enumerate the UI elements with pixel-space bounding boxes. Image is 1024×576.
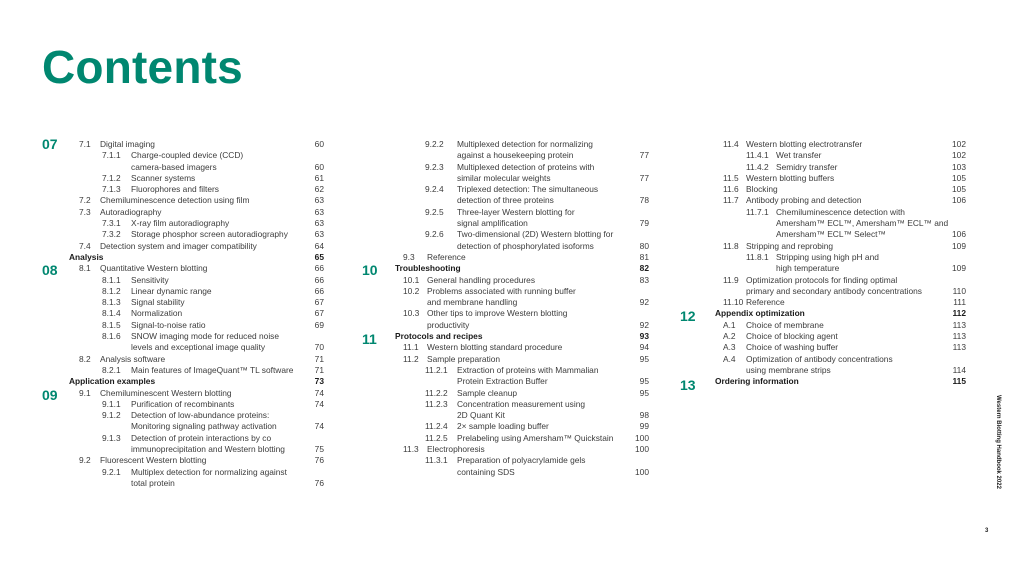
toc-entry-title: Detection of low-abundance proteins:: [131, 410, 270, 421]
toc-entry-title: total protein: [131, 477, 175, 488]
toc-entry-page: 64: [314, 240, 324, 251]
toc-entry-number: 7.1.2: [102, 172, 121, 183]
toc-entry-page: 93: [639, 331, 649, 342]
page-number: 3: [985, 528, 989, 534]
toc-entry-title: Chemiluminescent Western blotting: [100, 387, 232, 398]
handbook-title: Western Blotting Handbook 2022: [995, 395, 1001, 489]
toc-entry-number: 7.4: [79, 240, 91, 251]
toc-entry-title: Extraction of proteins with Mammalian: [457, 364, 599, 375]
toc-entry-page: 113: [952, 331, 966, 342]
toc-entry-title: Reference: [427, 251, 466, 262]
toc-entry[interactable]: [0, 399, 660, 410]
toc-entry[interactable]: [0, 263, 975, 274]
toc-entry-number: 9.3: [403, 251, 415, 262]
chapter-number: 09: [42, 387, 58, 403]
toc-entry-page: 109: [952, 263, 966, 274]
chapter-number: 10: [362, 262, 378, 278]
toc-entry-number: 7.3.2: [102, 229, 121, 240]
toc-entry-number: 11.4.2: [746, 161, 769, 172]
toc-entry-number: 11.10: [723, 297, 744, 308]
toc-entry-title: Semidry transfer: [776, 161, 838, 172]
toc-entry-page: 74: [314, 421, 324, 432]
toc-entry-page: 110: [952, 285, 966, 296]
toc-entry-title: Electrophoresis: [427, 444, 485, 455]
toc-entry-page: 95: [639, 387, 649, 398]
toc-entry-page: 67: [314, 297, 324, 308]
toc-entry-title: Reference: [746, 297, 785, 308]
chapter-number: 07: [42, 136, 58, 152]
toc-entry-number: 11.4: [723, 139, 739, 149]
toc-entry-number: 8.1.5: [102, 319, 121, 330]
toc-entry-number: 7.1.3: [102, 184, 121, 195]
toc-entry[interactable]: [0, 467, 660, 478]
toc-entry-title: Wet transfer: [776, 150, 822, 161]
toc-entry-number: 11.3: [403, 444, 419, 455]
toc-entry-number: 10.2: [403, 285, 420, 296]
toc-entry[interactable]: [0, 342, 975, 353]
toc-entry-number: 7.1.1: [102, 150, 121, 161]
toc-entry-page: 103: [952, 161, 966, 172]
toc-entry-page: 105: [952, 172, 966, 183]
toc-entry-page: 105: [952, 184, 966, 195]
toc-entry-page: 71: [314, 364, 324, 375]
toc-entry-page: 61: [314, 172, 324, 183]
toc-entry-page: 70: [314, 342, 324, 353]
toc-entry[interactable]: [0, 195, 975, 206]
toc-entry-title: against a housekeeping protein: [457, 150, 574, 161]
toc-entry-page: 79: [639, 218, 649, 229]
toc-entry-title: Scanner systems: [131, 172, 196, 183]
toc-entry[interactable]: [0, 229, 975, 240]
toc-entry-title: Choice of blocking agent: [746, 331, 838, 342]
toc-entry[interactable]: [0, 241, 975, 252]
toc-entry-page: 81: [639, 251, 649, 262]
toc-entry-number: 9.1.3: [102, 432, 121, 443]
toc-entry-number: 9.1.1: [102, 398, 121, 409]
toc-entry-title: Choice of membrane: [746, 319, 824, 330]
toc-entry-page: 98: [639, 410, 649, 421]
toc-entry-number: 11.7: [723, 195, 739, 206]
toc-entry-number: 8.1.2: [102, 285, 121, 296]
toc-entry-title: Stripping using high pH and: [776, 251, 879, 262]
toc-entry-number: 11.1: [403, 342, 419, 353]
toc-entry-title: Optimization protocols for finding optimal: [746, 274, 898, 285]
toc-entry-title: Amersham™ ECL™ Select™: [776, 229, 886, 240]
toc-entry-page: 109: [952, 240, 966, 251]
toc-entry-number: 9.2.4: [425, 184, 444, 195]
toc-entry-title: Two-dimensional (2D) Western blotting for: [457, 229, 614, 240]
toc-entry-page: 99: [639, 421, 649, 432]
toc-entry-title: containing SDS: [457, 466, 515, 477]
toc-entry-page: 115: [952, 376, 966, 387]
toc-entry-number: 11.7.1: [746, 206, 769, 217]
toc-entry-number: 7.1: [79, 139, 91, 149]
toc-entry-page: 62: [314, 184, 324, 195]
toc-entry-title: Western blotting standard procedure: [427, 342, 563, 353]
toc-entry-title: SNOW imaging mode for reduced noise: [131, 331, 280, 342]
toc-entry[interactable]: [0, 162, 975, 173]
toc-entry-page: 74: [314, 398, 324, 409]
toc-section-heading[interactable]: [0, 308, 975, 319]
toc-entry-page: 74: [314, 387, 324, 398]
toc-entry-title: camera-based imagers: [131, 161, 217, 172]
toc-entry-title: Other tips to improve Western blotting: [427, 308, 568, 319]
toc-entry-title: Ordering information: [715, 376, 799, 387]
toc-entry-number: 10.3: [403, 308, 420, 319]
toc-entry-number: 8.1.3: [102, 297, 121, 308]
toc-entry-title: productivity: [427, 319, 470, 330]
toc-entry-title: Prelabeling using Amersham™ Quickstain: [457, 432, 614, 443]
toc-entry[interactable]: [0, 365, 975, 376]
toc-entry-number: 11.8.1: [746, 251, 769, 262]
toc-entry[interactable]: [0, 173, 975, 184]
toc-entry-number: 8.1.6: [102, 331, 121, 342]
toc-entry-number: 11.2.3: [425, 398, 448, 409]
toc-entry-title: Application examples: [69, 376, 156, 387]
toc-entry[interactable]: [0, 410, 660, 421]
toc-entry-page: 106: [952, 195, 966, 206]
toc-entry[interactable]: [0, 286, 975, 297]
toc-entry[interactable]: [0, 218, 975, 229]
toc-entry[interactable]: [0, 320, 975, 331]
toc-entry-number: 8.2: [79, 353, 91, 364]
toc-entry-number: 11.6: [723, 184, 739, 195]
toc-entry-title: Antibody probing and detection: [746, 195, 862, 206]
toc-entry-page: 76: [314, 455, 324, 466]
toc-entry-title: detection of three proteins: [457, 195, 554, 206]
toc-entry-title: and membrane handling: [427, 297, 518, 308]
toc-column-3: [0, 139, 975, 388]
toc-entry-title: Main features of ImageQuant™ TL software: [131, 364, 294, 375]
toc-entry-title: Linear dynamic range: [131, 285, 212, 296]
page-title: Contents: [42, 41, 243, 93]
toc-entry-number: 9.2.1: [102, 466, 121, 477]
toc-entry-page: 100: [635, 432, 649, 443]
toc-entry-title: 2D Quant Kit: [457, 410, 505, 421]
toc-entry-title: immunoprecipitation and Western blotting: [131, 444, 285, 455]
toc-entry-page: 71: [314, 353, 324, 364]
toc-entry-number: 11.8: [723, 240, 739, 251]
toc-entry-title: Signal stability: [131, 297, 185, 308]
toc-entry-title: Amersham™ ECL™, Amersham™ ECL™ and: [776, 218, 949, 229]
toc-entry-page: 114: [952, 364, 966, 375]
toc-entry-page: 100: [635, 444, 649, 455]
toc-entry[interactable]: [0, 297, 975, 308]
toc-entry-title: Quantitative Western blotting: [100, 263, 208, 274]
toc-entry[interactable]: [0, 388, 660, 399]
toc-entry-number: 11.2: [403, 353, 419, 364]
toc-entry-title: Fluorescent Western blotting: [100, 455, 207, 466]
toc-entry-title: Western blotting electrotransfer: [746, 139, 863, 149]
toc-entry-title: Blocking: [746, 184, 778, 195]
toc-entry-page: 80: [639, 240, 649, 251]
toc-entry-title: Sample preparation: [427, 353, 501, 364]
toc-entry-title: Optimization of antibody concentrations: [746, 353, 893, 364]
toc-entry[interactable]: [0, 184, 975, 195]
toc-entry-title: Storage phosphor screen autoradiography: [131, 229, 288, 240]
toc-entry-title: Normalization: [131, 308, 183, 319]
toc-entry[interactable]: [0, 478, 330, 489]
toc-entry-page: 66: [314, 274, 324, 285]
toc-entry-number: A.1: [723, 319, 736, 330]
toc-entry-number: 7.3.1: [102, 218, 121, 229]
toc-entry[interactable]: [0, 207, 975, 218]
toc-entry-title: Multiplexed detection for normalizing: [457, 139, 593, 149]
toc-entry-title: Signal-to-noise ratio: [131, 319, 206, 330]
toc-entry-page: 111: [953, 297, 966, 308]
toc-entry-title: high temperature: [776, 263, 840, 274]
toc-entry-number: 9.1.2: [102, 410, 121, 421]
toc-entry-page: 67: [314, 308, 324, 319]
toc-entry-number: 9.2: [79, 455, 91, 466]
toc-entry[interactable]: [0, 455, 660, 466]
toc-entry-title: detection of phosphorylated isoforms: [457, 240, 594, 251]
toc-entry-title: Stripping and reprobing: [746, 240, 834, 251]
toc-entry-title: levels and exceptional image quality: [131, 342, 266, 353]
toc-entry-page: 83: [639, 274, 649, 285]
toc-entry-page: 63: [314, 206, 324, 217]
toc-entry-title: Autoradiography: [100, 206, 162, 217]
toc-entry-title: signal amplification: [457, 218, 528, 229]
toc-entry-page: 66: [314, 263, 324, 274]
toc-entry-number: 8.1.4: [102, 308, 121, 319]
toc-entry-number: 11.4.1: [746, 150, 769, 161]
toc-entry-page: 65: [314, 251, 324, 262]
toc-entry-title: similar molecular weights: [457, 172, 551, 183]
toc-entry-title: Fluorophores and filters: [131, 184, 219, 195]
toc-entry-title: Preparation of polyacrylamide gels: [457, 455, 586, 466]
toc-entry[interactable]: [0, 433, 660, 444]
toc-entry-number: 11.9: [723, 274, 739, 285]
chapter-number: 13: [680, 377, 696, 393]
toc-entry-page: 60: [314, 161, 324, 172]
toc-entry-number: 8.1.1: [102, 274, 121, 285]
toc-entry-title: Charge-coupled device (CCD): [131, 150, 244, 161]
toc-entry-number: 11.2.5: [425, 432, 448, 443]
toc-entry-page: 95: [639, 376, 649, 387]
toc-entry-page: 63: [314, 229, 324, 240]
toc-entry-number: A.3: [723, 342, 736, 353]
toc-entry-title: primary and secondary antibody concentrations: [746, 285, 922, 296]
toc-entry-page: 66: [314, 285, 324, 296]
toc-entry-title: X-ray film autoradiography: [131, 218, 230, 229]
toc-entry-title: Multiplex detection for normalizing against: [131, 466, 287, 477]
toc-entry-page: 95: [639, 353, 649, 364]
toc-entry[interactable]: [0, 444, 660, 455]
toc-entry-title: Multiplexed detection of proteins with: [457, 161, 595, 172]
toc-entry[interactable]: [0, 252, 975, 263]
toc-entry-title: Digital imaging: [100, 139, 155, 149]
toc-entry-number: A.4: [723, 353, 736, 364]
toc-entry-page: 113: [952, 319, 966, 330]
toc-entry-page: 82: [639, 263, 649, 274]
toc-entry[interactable]: [0, 275, 975, 286]
toc-entry-page: 75: [314, 444, 324, 455]
toc-entry-page: 92: [639, 319, 649, 330]
chapter-number: 08: [42, 262, 58, 278]
toc-entry-number: 7.3: [79, 206, 91, 217]
toc-entry-title: Purification of recombinants: [131, 398, 235, 409]
toc-entry-title: using membrane strips: [746, 364, 831, 375]
toc-entry-page: 94: [639, 342, 649, 353]
toc-entry-title: Sensitivity: [131, 274, 169, 285]
toc-entry-title: Western blotting buffers: [746, 172, 835, 183]
toc-entry-title: Choice of washing buffer: [746, 342, 839, 353]
toc-entry-title: Analysis: [69, 251, 104, 262]
toc-entry-number: 11.5: [723, 172, 739, 183]
toc-entry-title: Three-layer Western blotting for: [457, 206, 575, 217]
toc-entry-number: 11.2.1: [425, 364, 448, 375]
toc-entry-title: 2× sample loading buffer: [457, 421, 549, 432]
toc-entry-page: 76: [314, 477, 324, 488]
toc-entry-page: 73: [314, 376, 324, 387]
toc-entry-number: 7.2: [79, 195, 91, 206]
toc-entry-title: Monitoring signaling pathway activation: [131, 421, 277, 432]
toc-entry-number: 11.2.4: [425, 421, 448, 432]
toc-entry-page: 92: [639, 297, 649, 308]
toc-entry[interactable]: [0, 331, 975, 342]
toc-entry-page: 63: [314, 218, 324, 229]
toc-entry-page: 102: [952, 139, 966, 149]
toc-entry-page: 102: [952, 150, 966, 161]
toc-entry-page: 63: [314, 195, 324, 206]
toc-entry-number: 11.2.2: [425, 387, 448, 398]
toc-entry-title: General handling procedures: [427, 274, 536, 285]
toc-entry-page: 69: [314, 319, 324, 330]
toc-entry-title: Chemiluminescence detection with: [776, 206, 905, 217]
toc-entry-page: 100: [635, 466, 649, 477]
toc-entry-title: Appendix optimization: [715, 308, 805, 319]
toc-entry-number: 11.3.1: [425, 455, 448, 466]
toc-entry-number: 8.1: [79, 263, 91, 274]
chapter-number: 12: [680, 308, 696, 324]
toc-entry[interactable]: [0, 354, 975, 365]
toc-entry-number: 9.1: [79, 387, 91, 398]
toc-entry-number: A.2: [723, 331, 736, 342]
toc-entry-page: 112: [952, 308, 966, 319]
toc-entry-title: Analysis software: [100, 353, 166, 364]
toc-entry-number: 10.1: [403, 274, 420, 285]
toc-section-heading[interactable]: [0, 376, 975, 387]
toc-entry-number: 9.2.6: [425, 229, 444, 240]
toc-entry-title: Detection of protein interactions by co: [131, 432, 272, 443]
toc-entry-page: 78: [639, 195, 649, 206]
toc-entry-page: 77: [639, 172, 649, 183]
toc-entry-number: 9.2.5: [425, 206, 444, 217]
toc-entry-page: 77: [639, 150, 649, 161]
toc-entry-title: Triplexed detection: The simultaneous: [457, 184, 599, 195]
toc-entry-title: Sample cleanup: [457, 387, 518, 398]
chapter-number: 11: [362, 331, 377, 347]
toc-entry[interactable]: [0, 421, 660, 432]
toc-entry-page: 106: [952, 229, 966, 240]
toc-entry[interactable]: [0, 139, 975, 150]
toc-entry-title: Protein Extraction Buffer: [457, 376, 548, 387]
toc-entry-title: Troubleshooting: [395, 263, 461, 274]
toc-entry-title: Concentration measurement using: [457, 398, 586, 409]
toc-entry[interactable]: [0, 150, 975, 161]
toc-entry-title: Detection system and imager compatibility: [100, 240, 257, 251]
toc-entry-number: 9.2.3: [425, 161, 444, 172]
toc-entry-page: 113: [952, 342, 966, 353]
toc-entry-number: 8.2.1: [102, 364, 121, 375]
toc-entry-title: Protocols and recipes: [395, 331, 483, 342]
toc-entry-number: 9.2.2: [425, 139, 444, 149]
toc-entry-title: Problems associated with running buffer: [427, 285, 576, 296]
toc-entry-page: 60: [314, 139, 324, 149]
toc-entry-title: Chemiluminescence detection using film: [100, 195, 250, 206]
